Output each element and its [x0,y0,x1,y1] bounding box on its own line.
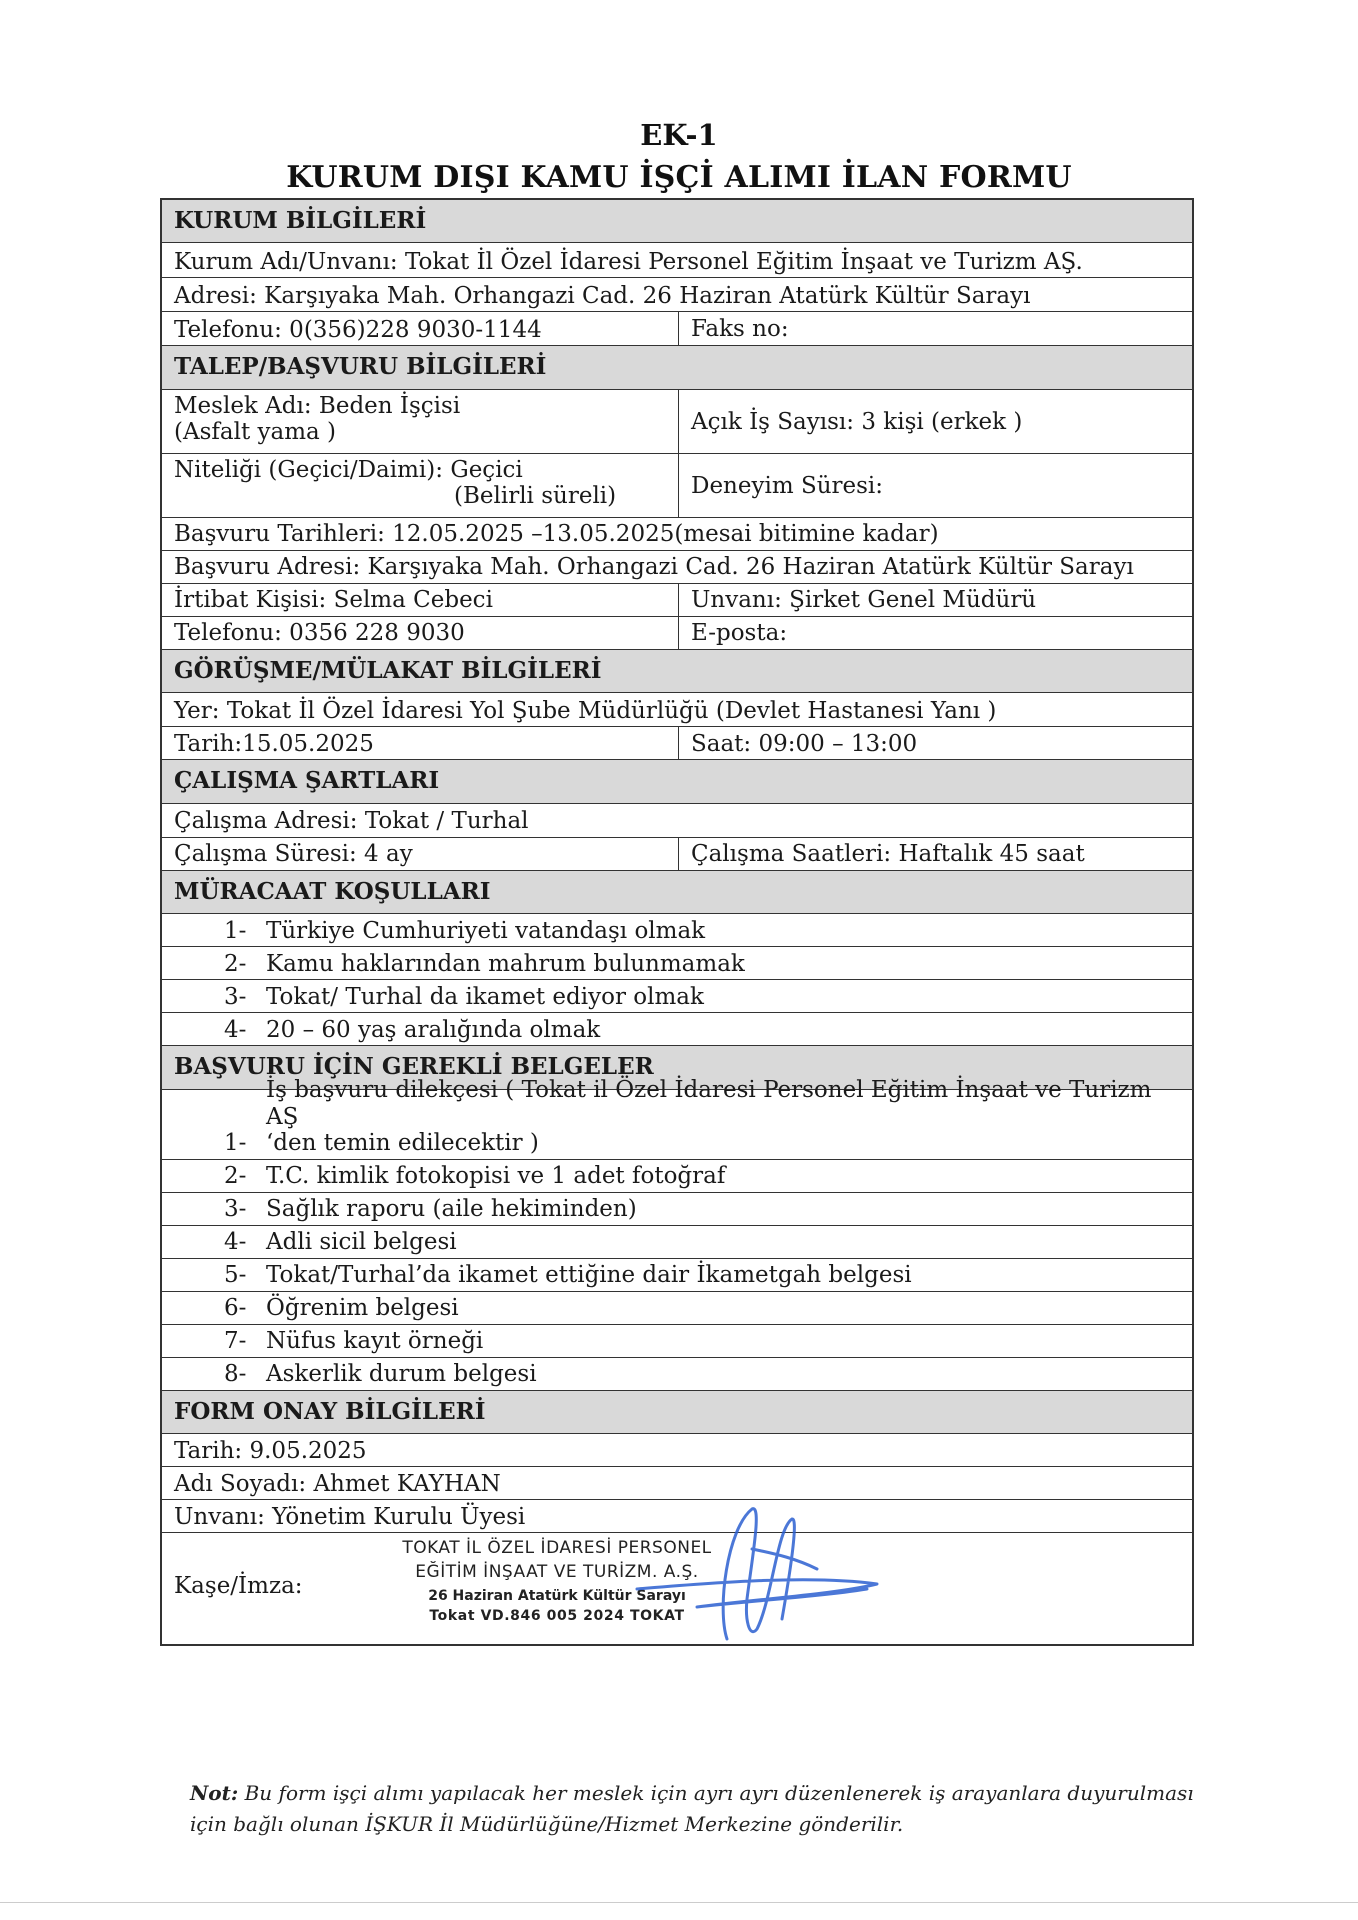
list-item [162,1012,1192,1045]
section-kurum [162,200,1192,242]
talep-eposta: E-posta: [691,620,788,647]
item-text: Nüfus kayıt örneği [266,1328,484,1355]
list-item [162,1324,1192,1357]
item-text: Tokat/Turhal’da ikamet ettiğine dair İkametgah belgesi [266,1262,912,1289]
meslek-detay: (Asfalt yama ) [174,419,337,446]
gorusme-yer-row [162,692,1192,726]
item-text: T.C. kimlik fotokopisi ve 1 adet fotoğraf [266,1163,726,1190]
onay-tarih: Tarih: 9.05.2025 [174,1437,367,1464]
item-number: 2- [224,1163,247,1190]
section-title: MÜRACAAT KOŞULLARI [174,877,491,905]
item-number: 4- [224,1229,247,1256]
section-onay [162,1390,1192,1433]
section-title: FORM ONAY BİLGİLERİ [174,1397,486,1425]
nitelik: Niteliği (Geçici/Daimi): Geçici [174,456,523,483]
item-text: İş başvuru dilekçesi ( Tokat il Özel İdaresi Personel Eğitim İnşaat ve Turizm AŞ [266,1077,1152,1130]
item-text: 20 – 60 yaş aralığında olmak [266,1016,601,1043]
company-stamp [377,1539,737,1643]
onay-adi-row [162,1466,1192,1499]
calisma-adres-row [162,803,1192,837]
stamp-line: Tokat VD.846 005 2024 TOKAT [429,1608,685,1625]
note-label: Not: [190,1781,239,1805]
section-title: ÇALIŞMA ŞARTLARI [174,767,440,795]
section-talep [162,345,1192,388]
section-title: KURUM BİLGİLERİ [174,207,427,234]
item-number: 4- [224,1016,247,1043]
irtibat-row [162,583,1192,616]
kurum-adi-row [162,242,1192,277]
gorusme-tarih-row [162,726,1192,759]
kurum-adres: Adresi: Karşıyaka Mah. Orhangazi Cad. 26 Haziran Atatürk Kültür Sarayı [174,283,1031,309]
section-title: BAŞVURU İÇİN GEREKLİ BELGELER [174,1053,654,1081]
stamp-line: 26 Haziran Atatürk Kültür Sarayı [428,1588,686,1605]
kase-imza-row [162,1532,1192,1644]
nitelik-row [162,453,1192,517]
meslek-row [162,389,1192,453]
list-item [162,946,1192,979]
item-text: Adli sicil belgesi [266,1229,457,1256]
stamp-line: TOKAT İL ÖZEL İDARESİ PERSONEL [402,1538,712,1559]
item-number: 3- [224,983,247,1010]
meslek-cell [162,390,679,453]
talep-telefon-row [162,616,1192,649]
kurum-telefon-row [162,311,1192,345]
footnote [190,1778,1230,1840]
stamp-line: EĞİTİM İNŞAAT VE TURİZM. A.Ş. [415,1561,699,1582]
calisma-suresi: Çalışma Süresi: 4 ay [162,838,679,870]
item-number: 1- [224,1130,247,1157]
gorusme-yer: Yer: Tokat İl Özel İdaresi Yol Şube Müdürlüğü (Devlet Hastanesi Yanı ) [174,697,997,724]
nitelik-cell [162,454,679,517]
talep-telefon: Telefonu: 0356 228 9030 [162,617,679,649]
form-title: KURUM DIŞI KAMU İŞÇİ ALIMI İLAN FORMU [286,160,1072,195]
list-item [162,979,1192,1012]
application-form [160,198,1194,1646]
calisma-sure-row [162,837,1192,870]
item-number: 2- [224,950,247,977]
item-number: 7- [224,1328,247,1355]
gorusme-saat: Saat: 09:00 – 13:00 [691,730,918,757]
list-item [162,1077,1192,1159]
item-text: Kamu haklarından mahrum bulunmamak [266,950,745,977]
bottom-divider [0,1902,1358,1903]
list-item [162,1192,1192,1225]
kurum-adi: Kurum Adı/Unvanı: Tokat İl Özel İdaresi Personel Eğitim İnşaat ve Turizm AŞ. [174,249,1083,275]
list-item [162,1225,1192,1258]
item-text-cont: ‘den temin edilecektir ) [266,1130,539,1157]
onay-unvan: Unvanı: Yönetim Kurulu Üyesi [174,1503,526,1530]
nitelik-detay: (Belirli süreli) [454,483,617,510]
section-title: GÖRÜŞME/MÜLAKAT BİLGİLERİ [174,656,602,684]
basvuru-tarihleri: Başvuru Tarihleri: 12.05.2025 –13.05.2025(mesai bitimine kadar) [174,521,939,548]
acik-is-sayisi: Açık İş Sayısı: 3 kişi (erkek ) [691,408,1023,435]
section-title: TALEP/BAŞVURU BİLGİLERİ [174,353,547,381]
item-text: Tokat/ Turhal da ikamet ediyor olmak [266,983,704,1010]
basvuru-adresi-row [162,550,1192,583]
basvuru-tarihleri-row [162,517,1192,550]
basvuru-adresi: Başvuru Adresi: Karşıyaka Mah. Orhangazi Cad. 26 Haziran Atatürk Kültür Sarayı [174,554,1134,581]
list-item [162,1159,1192,1192]
item-text: Türkiye Cumhuriyeti vatandaşı olmak [266,917,706,944]
item-number: 1- [224,917,247,944]
section-muracaat [162,870,1192,913]
note-text: Bu form işçi alımı yapılacak her meslek için ayrı ayrı düzenlenerek iş arayanlara duyurulması için bağlı olunan İŞKUR İl Müdürlüğüne/Hizmet Merkezine gönderilir. [190,1781,1194,1836]
item-text: Askerlik durum belgesi [266,1361,537,1388]
form-code: EK-1 [640,118,718,152]
calisma-adresi: Çalışma Adresi: Tokat / Turhal [174,808,529,835]
item-number: 3- [224,1196,247,1223]
irtibat-unvani: Unvanı: Şirket Genel Müdürü [691,587,1037,614]
item-text: Sağlık raporu (aile hekiminden) [266,1196,637,1223]
kurum-telefon: Telefonu: 0(356)228 9030-1144 [162,312,679,345]
gorusme-tarih: Tarih:15.05.2025 [162,727,679,759]
item-number: 8- [224,1361,247,1388]
irtibat-kisisi: İrtibat Kişisi: Selma Cebeci [162,584,679,616]
section-calisma [162,759,1192,802]
onay-tarih-row [162,1433,1192,1466]
item-number: 5- [224,1262,247,1289]
calisma-saatleri: Çalışma Saatleri: Haftalık 45 saat [691,841,1085,868]
meslek-adi: Meslek Adı: Beden İşçisi [174,392,461,419]
kurum-adres-row [162,277,1192,311]
onay-unvan-row [162,1499,1192,1532]
kurum-faks: Faks no: [691,316,789,343]
deneyim-suresi: Deneyim Süresi: [691,472,884,499]
list-item [162,913,1192,946]
onay-adi-soyadi: Adı Soyadı: Ahmet KAYHAN [174,1470,501,1497]
list-item [162,1258,1192,1291]
item-number: 6- [224,1295,247,1322]
list-item [162,1357,1192,1390]
item-text: Öğrenim belgesi [266,1295,459,1322]
section-gorusme [162,649,1192,692]
list-item [162,1291,1192,1324]
kase-imza-label: Kaşe/İmza: [174,1573,303,1600]
